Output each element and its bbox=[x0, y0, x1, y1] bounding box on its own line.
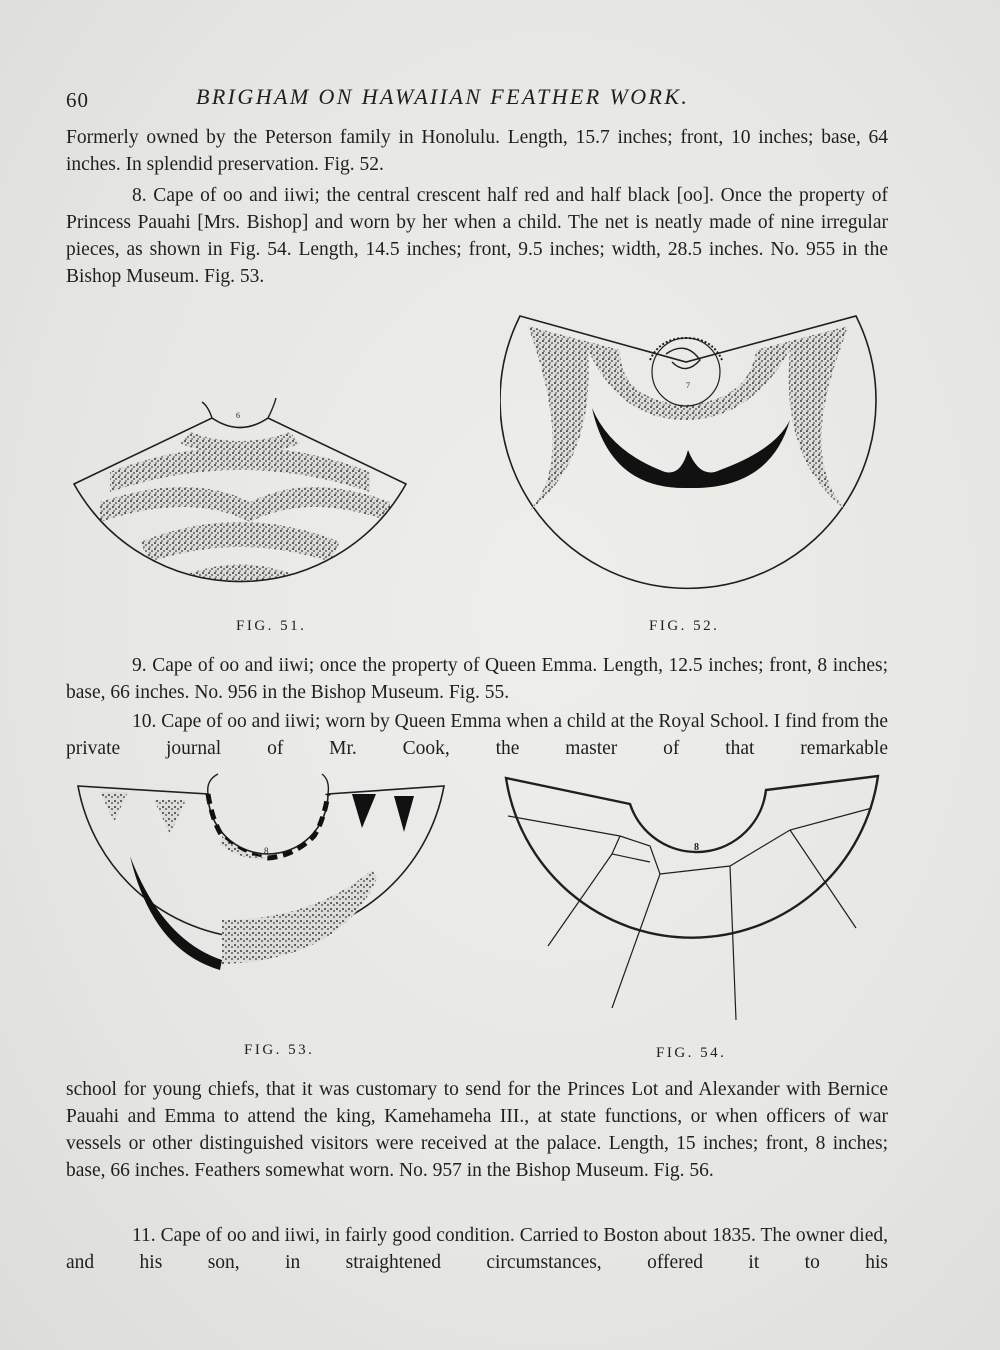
paragraph-item-10-start: 10. Cape of oo and iiwi; worn by Queen Emma when a child at the Royal School. I find from the private journal of Mr. Cook, the master of that remarkable bbox=[66, 711, 888, 759]
page-number: 60 bbox=[66, 88, 89, 112]
paragraph-item-10-continued: school for young chiefs, that it was customary to send for the Princes Lot and Alexander with Bernice Pauahi and Emma to attend the king, Kamehameha III., at state functions, or when officers of war vessels or other distinguished visitors were received at the palace. Length, 15 inches; front, 8 inches; base, 66 inches. Feathers somewhat worn. No. 957 in the Bishop Museum. Fig. 56. bbox=[66, 1079, 888, 1181]
running-title: BRIGHAM ON HAWAIIAN FEATHER WORK. bbox=[196, 84, 690, 109]
paragraph-item-11: 11. Cape of oo and iiwi, in fairly good condition. Carried to Boston about 1835. The owner died, and his son, in straightened circumstances, offered it to his bbox=[66, 1225, 888, 1273]
figure-51-caption: FIG. 51. bbox=[236, 618, 307, 634]
figure-53 bbox=[72, 770, 452, 1040]
paragraph-item-9: 9. Cape of oo and iiwi; once the property of Queen Emma. Length, 12.5 inches; front, 8 inches; base, 66 inches. No. 956 in the Bishop Museum. Fig. 55. bbox=[66, 655, 888, 703]
figure-52 bbox=[500, 310, 880, 610]
figure-54 bbox=[500, 770, 885, 1035]
figure-52-caption: FIG. 52. bbox=[649, 618, 720, 634]
figure-53-caption: FIG. 53. bbox=[244, 1042, 315, 1058]
paragraph-item-8: 8. Cape of oo and iiwi; the central crescent half red and half black [oo]. Once the property of Princess Pauahi [Mrs. Bishop] and worn by her when a child. The net is neatly made of nine irregular pieces, as shown in Fig. 54. Length, 14.5 inches; front, 9.5 inches; width, 28.5 inches. No. 955 in the Bishop Museum. Fig. 53. bbox=[66, 185, 888, 287]
figure-52-label: 7 bbox=[686, 381, 690, 390]
figure-54-drawing bbox=[500, 770, 885, 1035]
figure-51-label: 6 bbox=[236, 411, 240, 420]
figure-54-label: 8 bbox=[694, 842, 699, 853]
figure-53-label: 8 bbox=[264, 846, 269, 856]
running-head bbox=[66, 82, 896, 116]
figure-53-drawing bbox=[72, 770, 452, 1040]
figure-51 bbox=[70, 392, 410, 602]
figure-51-drawing bbox=[70, 392, 410, 602]
figure-54-caption: FIG. 54. bbox=[656, 1045, 727, 1061]
figure-52-drawing bbox=[500, 310, 880, 610]
paragraph-continuation: Formerly owned by the Peterson family in Honolulu. Length, 15.7 inches; front, 10 inches; base, 64 inches. In splendid preservation. Fig. 52. bbox=[66, 127, 888, 175]
